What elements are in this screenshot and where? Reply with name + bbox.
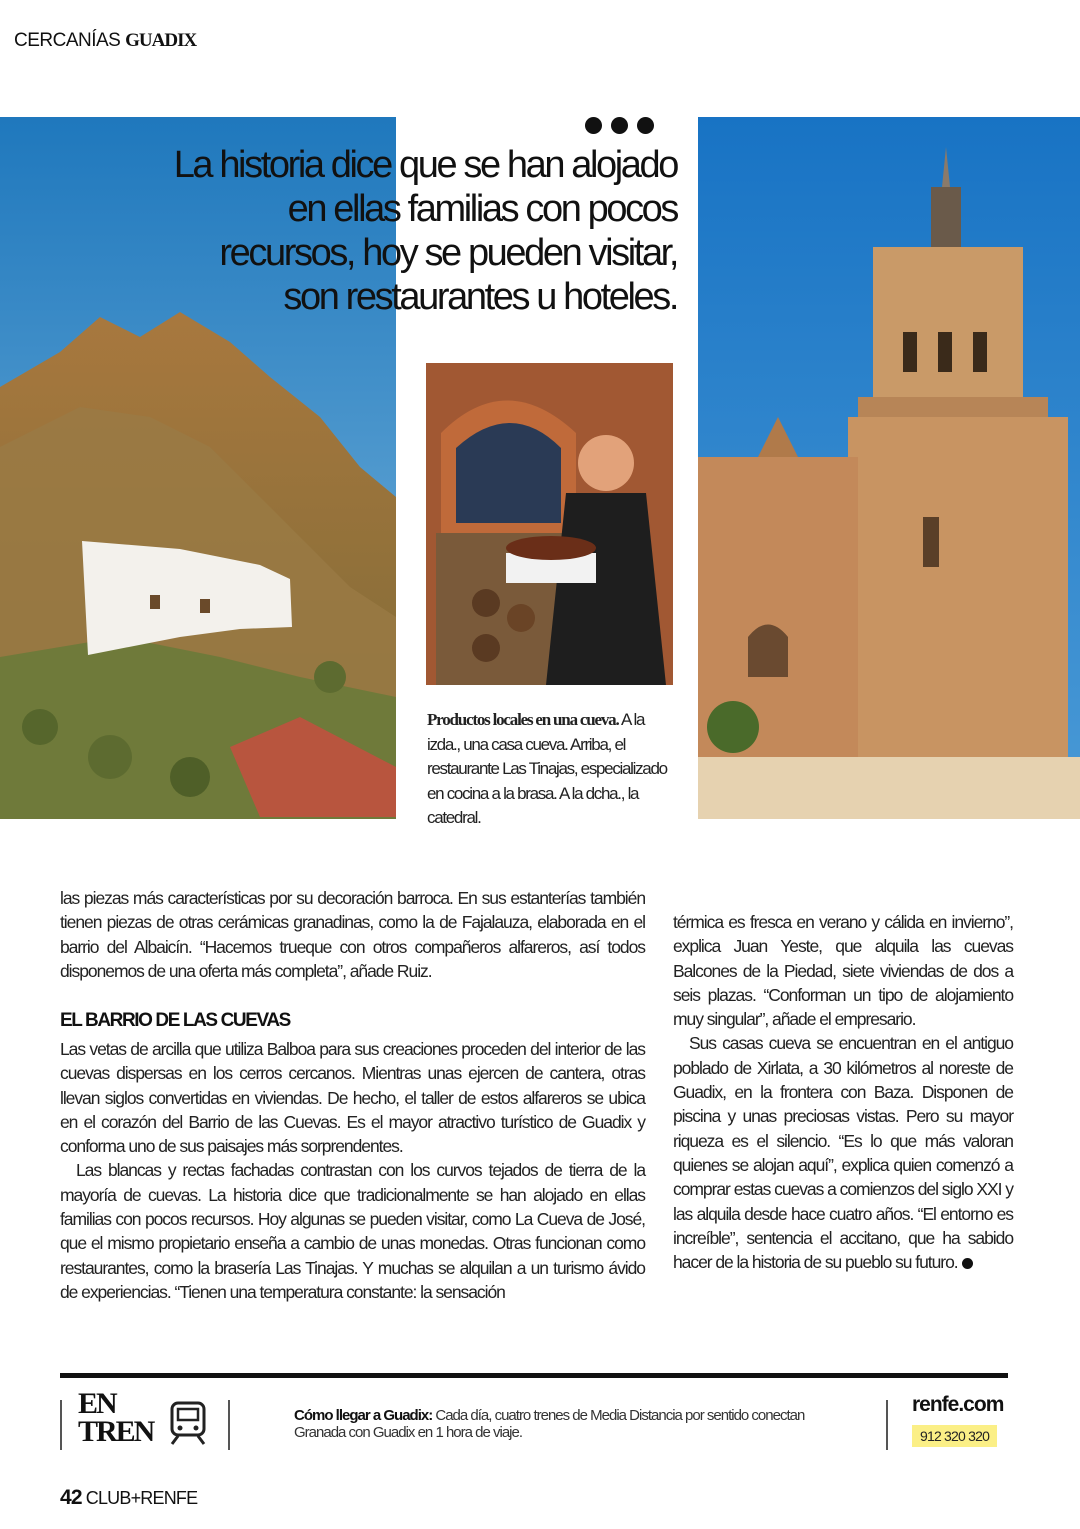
paragraph: térmica es fresca en verano y cálida en invierno”, explica Juan Yeste, que alquila las cuevas Balcones de la Piedad, siete viviendas de dos a seis plazas. “Conforman un tipo de alojamiento muy singular”, añade el empresario. [673,912,1013,1030]
decorative-dots [585,117,663,139]
paragraph: Las blancas y rectas fachadas contrastan con los curvos tejados de tierra de la mayoría de cuevas. La historia dice que tradicionalmente se han alojado en ellas familias con pocos recursos. Hoy algunas se pueden visitar, como La Cueva de José, que el mismo propietario enseña a cambio de unas monedas. Otras funcionan como restaurantes, como la brasería Las Tinajas. Y muchas se alquilan a un turismo ávido de experiencias. “Tienen una temperatura constante: la sensación [60,1160,645,1302]
end-mark-icon [962,1258,973,1269]
cathedral-photo [698,117,1080,819]
how-description: Cada día, cuatro trenes de Media Distancia por sentido conectan Granada con Guadix en 1 hora de viaje. [294,1407,805,1441]
how-title: Cómo llegar a Guadix: [294,1407,433,1424]
closing-paragraph-text: Sus casas cueva se encuentran en el antiguo poblado de Xirlata, a 30 kilómetros al noreste de Guadix, en la frontera con Baza. Disponen de piscina y unas preciosas vistas. Pero su mayor riqueza es el silencio. “Es lo que más valoran quienes se alojan aquí”, explica quien comenzó a comprar estas cuevas a comienzos del siglo XXI y las alquila desde hace cuatro años. “El entorno es increíble”, sentencia el accitano, que ha sabido hacer de la historia de su pueblo su futuro. [673,1033,1013,1273]
en-label: EN [78,1387,116,1420]
tren-label: TREN [78,1415,154,1448]
page-number: 42 [60,1486,82,1509]
caption-title: Productos locales en una cueva. [427,710,619,729]
divider-rule [60,1373,1008,1378]
divider [60,1400,62,1450]
divider [886,1400,888,1450]
subheading: EL BARRIO DE LAS CUEVAS [60,1010,290,1031]
magazine-name: CLUB+RENFE [85,1488,198,1508]
article-column-left [60,1037,645,1304]
article-intro [60,886,645,983]
website-link[interactable]: renfe.com [912,1393,1004,1416]
train-icon [168,1401,208,1445]
city-name: GUADIX [125,30,197,51]
travel-info-box [60,1385,1008,1460]
divider [228,1400,230,1450]
how-to-get-text [294,1407,814,1441]
phone-number: 912 320 320 [912,1425,997,1447]
paragraph: Las vetas de arcilla que utiliza Balboa para sus creaciones proceden del interior de las cuevas dispersas en los cerros cercanos. Mientras unas ejercen de cantera, otras llevan siglos convertidas en viviendas. De hecho, el taller de estos alfareros se ubica en el corazón del Barrio de las Cuevas. Es el mayor atractivo turístico de Guadix y conforma uno de sus paisajes más sorprendentes. [60,1039,645,1157]
intro-paragraph: las piezas más características por su decoración barroca. En sus estanterías también tienen piezas de otras cerámicas granadinas, como la de Fajalauza, elaborada en el barrio del Albaicín. “Hacemos trueque con otros compañeros alfareros, así todos disponemos de una oferta más completa”, añade Ruiz. [60,888,645,981]
restaurant-cook-photo [426,363,673,685]
section-name: CERCANÍAS [14,30,121,51]
section-label [14,30,196,52]
en-tren-logo [78,1387,154,1448]
pull-quote: La historia dice que se han alojado en ellas familias con pocos recursos, hoy se pueden visitar, son restaurantes u hoteles. [173,144,677,318]
article-column-right [673,910,1013,1274]
page-footer [60,1486,197,1510]
caption-text: A la izda., una casa cueva. Arriba, el restaurante Las Tinajas, especializado en cocina a la brasa. A la dcha., la catedral. [427,710,667,827]
paragraph [673,1031,1013,1274]
photo-caption [427,708,677,831]
